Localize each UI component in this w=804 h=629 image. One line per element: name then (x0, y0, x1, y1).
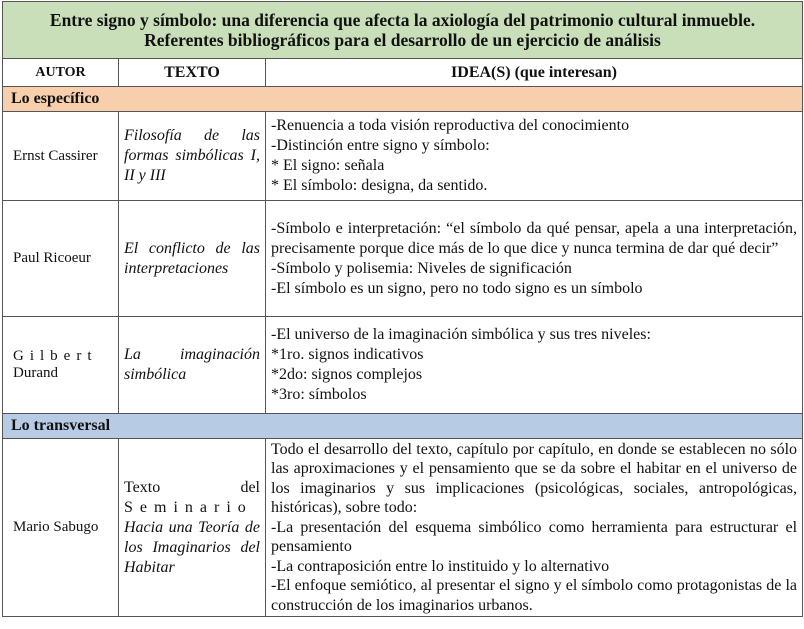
idea-line: *2do: signos complejos (271, 366, 423, 383)
text-cell (119, 201, 266, 317)
text-cell (119, 317, 266, 414)
text-title: Filosofía de las formas simbólicas I, II y III (124, 127, 260, 184)
text-title: La imaginación simbólica (124, 346, 260, 383)
idea-line: Todo el desarrollo del texto, capítulo por capítulo, en donde se establecen no sólo las aproximaciones y el pensamiento que se da sobre el habitar en el universo de los imaginarios y sus implicaciones (psicológicas, sociales, antropológicas, históricas), sobre todo: (271, 440, 798, 517)
idea-line: * El símbolo: designa, da sentido. (271, 177, 488, 194)
idea-line: -El símbolo es un signo, pero no todo signo es un símbolo (271, 279, 643, 297)
idea-line: *3ro: símbolos (271, 386, 367, 403)
idea-line: -El enfoque semiótico, al presentar el signo y el símbolo como protagonistas de la construcción de los imaginarios urbanos. (271, 577, 798, 614)
table-row (3, 317, 803, 414)
author-cell: Paul Ricoeur (3, 201, 119, 317)
idea-line: -Distinción entre signo y símbolo: (271, 137, 490, 154)
section-especifico: Lo específico (3, 87, 803, 112)
header-texto: TEXTO (119, 59, 266, 87)
header-ideas: IDEA(S) (que interesan) (266, 59, 803, 87)
table-row (3, 439, 803, 617)
idea-line: -El universo de la imaginación simbólica y sus tres niveles: (271, 326, 651, 343)
idea-line: * El signo: señala (271, 157, 385, 174)
table-row (3, 112, 803, 201)
header-autor: AUTOR (3, 59, 119, 87)
author-cell (3, 317, 119, 414)
author-cell: Mario Sabugo (3, 439, 119, 617)
author-cell: Ernst Cassirer (3, 112, 119, 201)
author-last-name: Durand (13, 365, 58, 381)
idea-line: *1ro. signos indicativos (271, 346, 424, 363)
idea-line: -Símbolo y polisemia: Niveles de significación (271, 259, 572, 277)
ideas-cell (266, 439, 803, 617)
section-transversal: Lo transversal (3, 414, 803, 439)
idea-line: -Renuencia a toda visión reproductiva del conocimiento (271, 117, 630, 134)
author-first-name: Gilbert (13, 348, 98, 364)
table-title: Entre signo y símbolo: una diferencia que afecta la axiología del patrimonio cultural inmueble. Referentes bibliográficos para el desarrollo de un ejercicio de análisis (3, 2, 803, 59)
table-row (3, 201, 803, 317)
idea-line: -La presentación del esquema simbólico como herramienta para estructurar el pensamiento (271, 518, 798, 556)
text-title: Hacia una Teoría de los Imaginarios del Habitar (124, 518, 260, 576)
text-cell (119, 439, 266, 617)
text-prefix: Texto del (124, 478, 260, 496)
text-seminario: Seminario (124, 498, 253, 516)
text-cell (119, 112, 266, 201)
text-title: El conflicto de las interpretaciones (124, 239, 260, 277)
idea-line: -Símbolo e interpretación: “el símbolo da qué pensar, apela a una interpretación, precisamente porque dice más de lo que dice y nunca termina de dar qué decir” (271, 219, 798, 257)
ideas-cell (266, 112, 803, 201)
ideas-cell (266, 317, 803, 414)
ideas-cell (266, 201, 803, 317)
references-table (2, 1, 803, 617)
idea-line: -La contraposición entre lo instituido y lo alternativo (271, 557, 610, 575)
